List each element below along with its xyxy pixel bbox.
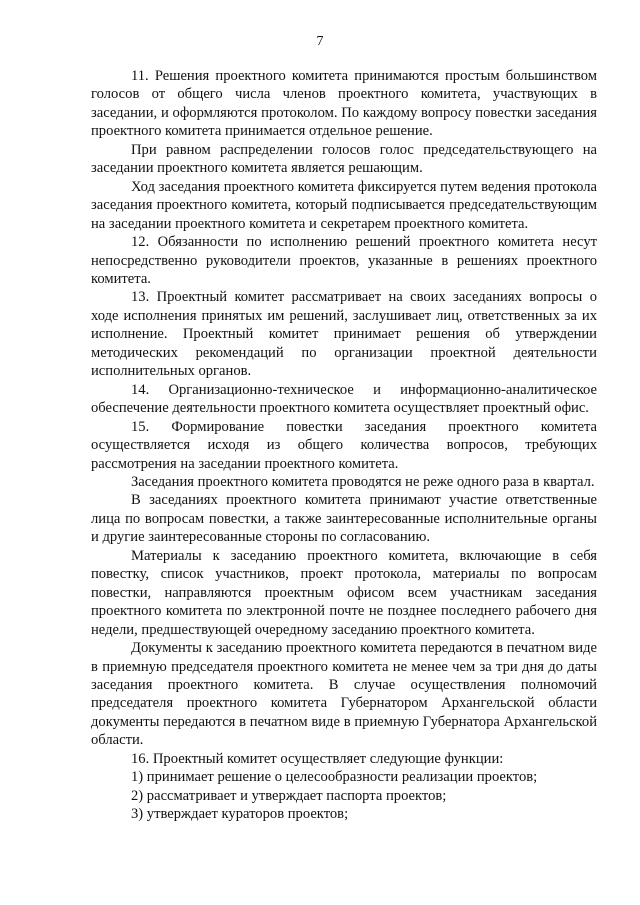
- page-number: 7: [316, 34, 324, 49]
- paragraph-participants: В заседаниях проектного комитета принимают участие ответственные лица по вопросам повестки, а также заинтересованные исполнительные органы и другие заинтересованные стороны по согласованию.: [91, 492, 597, 546]
- list-item-2: 2) рассматривает и утверждает паспорта проектов;: [131, 787, 447, 804]
- list-item-1: 1) принимает решение о целесообразности реализации проектов;: [131, 769, 538, 786]
- paragraph-documents: Документы к заседанию проектного комитета передаются в печатном виде в приемную председателя проектного комитета не менее чем за три дня до даты заседания проектного комитета. В случае осуществления полномочий председателя проектного комитета Губернатором Архангельской области документы передаются в печатном виде в приемную Губернатора Архангельской области.: [91, 640, 597, 749]
- paragraph-meeting-frequency: Заседания проектного комитета проводятся не реже одного раза в квартал.: [131, 473, 595, 490]
- paragraph-tie-vote: При равном распределении голосов голос председательствующего на заседании проектного комитета является решающим.: [91, 141, 597, 177]
- paragraph-12: 12. Обязанности по исполнению решений проектного комитета несут непосредственно руководители проектов, указанные в решениях проектного комитета.: [91, 234, 597, 287]
- paragraph-15: 15. Формирование повестки заседания проектного комитета осуществляется исходя из общего количества вопросов, требующих рассмотрения на заседании проектного комитета.: [91, 418, 597, 472]
- paragraph-11: 11. Решения проектного комитета принимаются простым большинством голосов от общего числа членов проектного комитета, участвующих в заседании, и оформляются протоколом. По каждому вопросу повестки заседания проектного комитета принимается отдельное решение.: [91, 68, 597, 140]
- document-body: [91, 67, 597, 824]
- paragraph-materials: Материалы к заседанию проектного комитета, включающие в себя повестку, список участников, проект протокола, материалы по вопросам повестки, направляются проектным офисом всем участникам заседания проектного комитета по электронной почте не позднее последнего рабочего дня недели, предшествующей очередному заседанию проектного комитета.: [91, 547, 597, 638]
- list-item-3: 3) утверждает кураторов проектов;: [131, 806, 349, 823]
- paragraph-14: 14. Организационно-техническое и информационно-аналитическое обеспечение деятельности проектного комитета осуществляет проектный офис.: [91, 381, 597, 417]
- paragraph-minutes: Ход заседания проектного комитета фиксируется путем ведения протокола заседания проектного комитета, который подписывается председательствующим на заседании проектного комитета и секретарем проектного комитета.: [91, 178, 597, 232]
- paragraph-13: 13. Проектный комитет рассматривает на своих заседаниях вопросы о ходе исполнения принятых им решений, заслушивает лиц, ответственных за их исполнение. Проектный комитет принимает решения об утверждении методических рекомендаций по организации проектной деятельности исполнительных органов.: [91, 289, 597, 380]
- paragraph-16: 16. Проектный комитет осуществляет следующие функции:: [131, 750, 504, 767]
